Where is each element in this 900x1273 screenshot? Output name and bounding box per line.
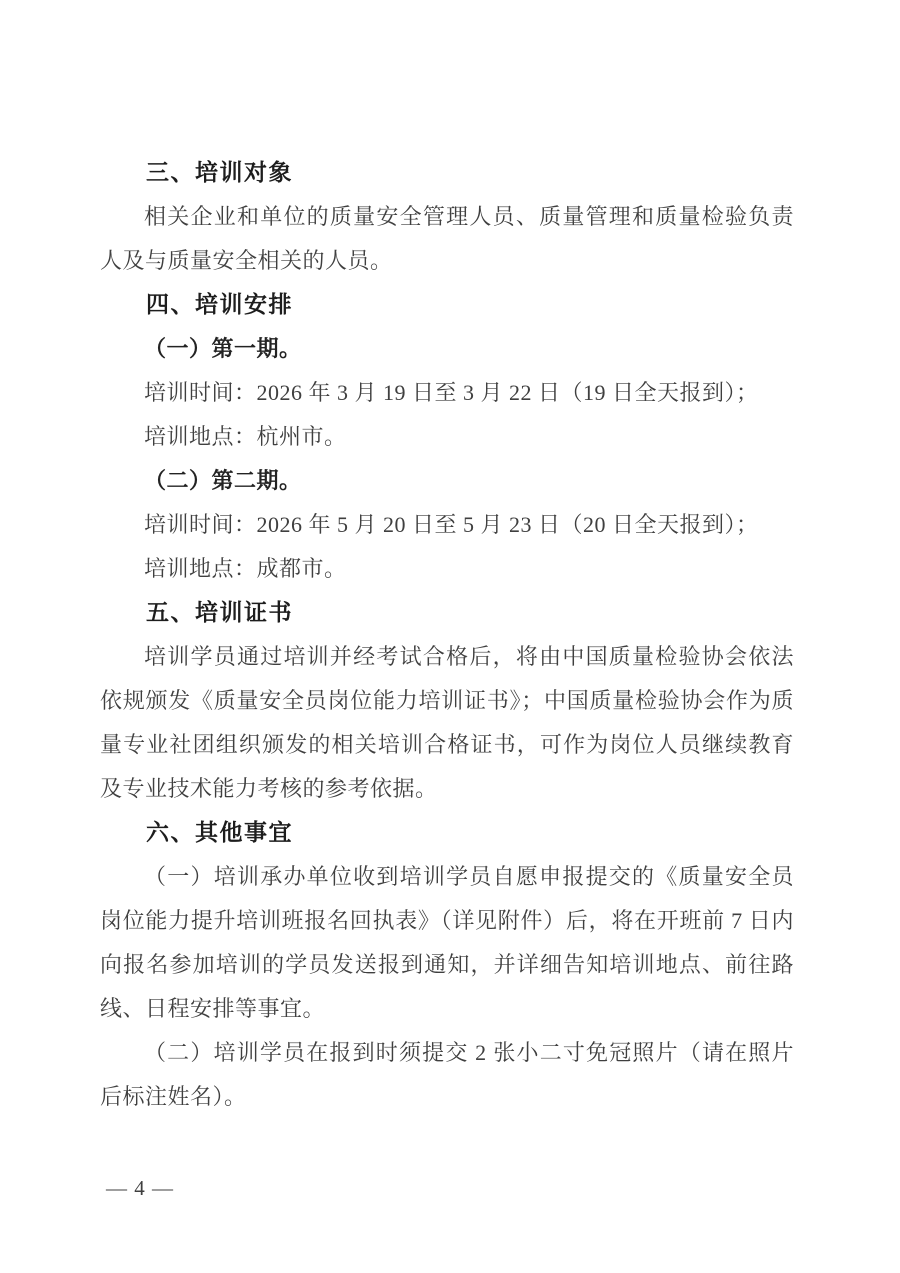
subheading-session-one: （一）第一期。: [144, 336, 302, 361]
line-session-one-location: 培训地点：杭州市。: [144, 424, 347, 449]
line-session-two-time: 培训时间：2026 年 5 月 20 日至 5 月 23 日（20 日全天报到）；: [144, 512, 759, 537]
section-heading-training-audience: 三、培训对象: [146, 160, 293, 186]
section-heading-other-matters: 六、其他事宜: [146, 820, 293, 846]
page-number: — 4 —: [106, 1176, 174, 1200]
paragraph-training-audience: 相关企业和单位的质量安全管理人员、质量管理和质量检验负责人及与质量安全相关的人员。: [100, 204, 794, 273]
line-session-two-location: 培训地点：成都市。: [144, 556, 347, 581]
line-session-one-time: 培训时间：2026 年 3 月 19 日至 3 月 22 日（19 日全天报到）；: [144, 380, 759, 405]
paragraph-other-matters-item-two: （二）培训学员在报到时须提交 2 张小二寸免冠照片（请在照片后标注姓名）。: [100, 1040, 794, 1109]
paragraph-training-certificate: 培训学员通过培训并经考试合格后，将由中国质量检验协会依法依规颁发《质量安全员岗位能力培训证书》；中国质量检验协会作为质量专业社团组织颁发的相关培训合格证书，可作为岗位人员继续教育及专业技术能力考核的参考依据。: [100, 644, 794, 801]
subheading-session-two: （二）第二期。: [144, 468, 302, 493]
section-heading-training-certificate: 五、培训证书: [146, 600, 293, 626]
paragraph-other-matters-item-one: （一）培训承办单位收到培训学员自愿申报提交的《质量安全员岗位能力提升培训班报名回执表》（详见附件）后，将在开班前 7 日内向报名参加培训的学员发送报到通知，并详细告知培训地点、前往路线、日程安排等事宜。: [100, 864, 794, 1021]
section-heading-training-schedule: 四、培训安排: [146, 292, 293, 318]
document-content: [100, 151, 794, 1119]
